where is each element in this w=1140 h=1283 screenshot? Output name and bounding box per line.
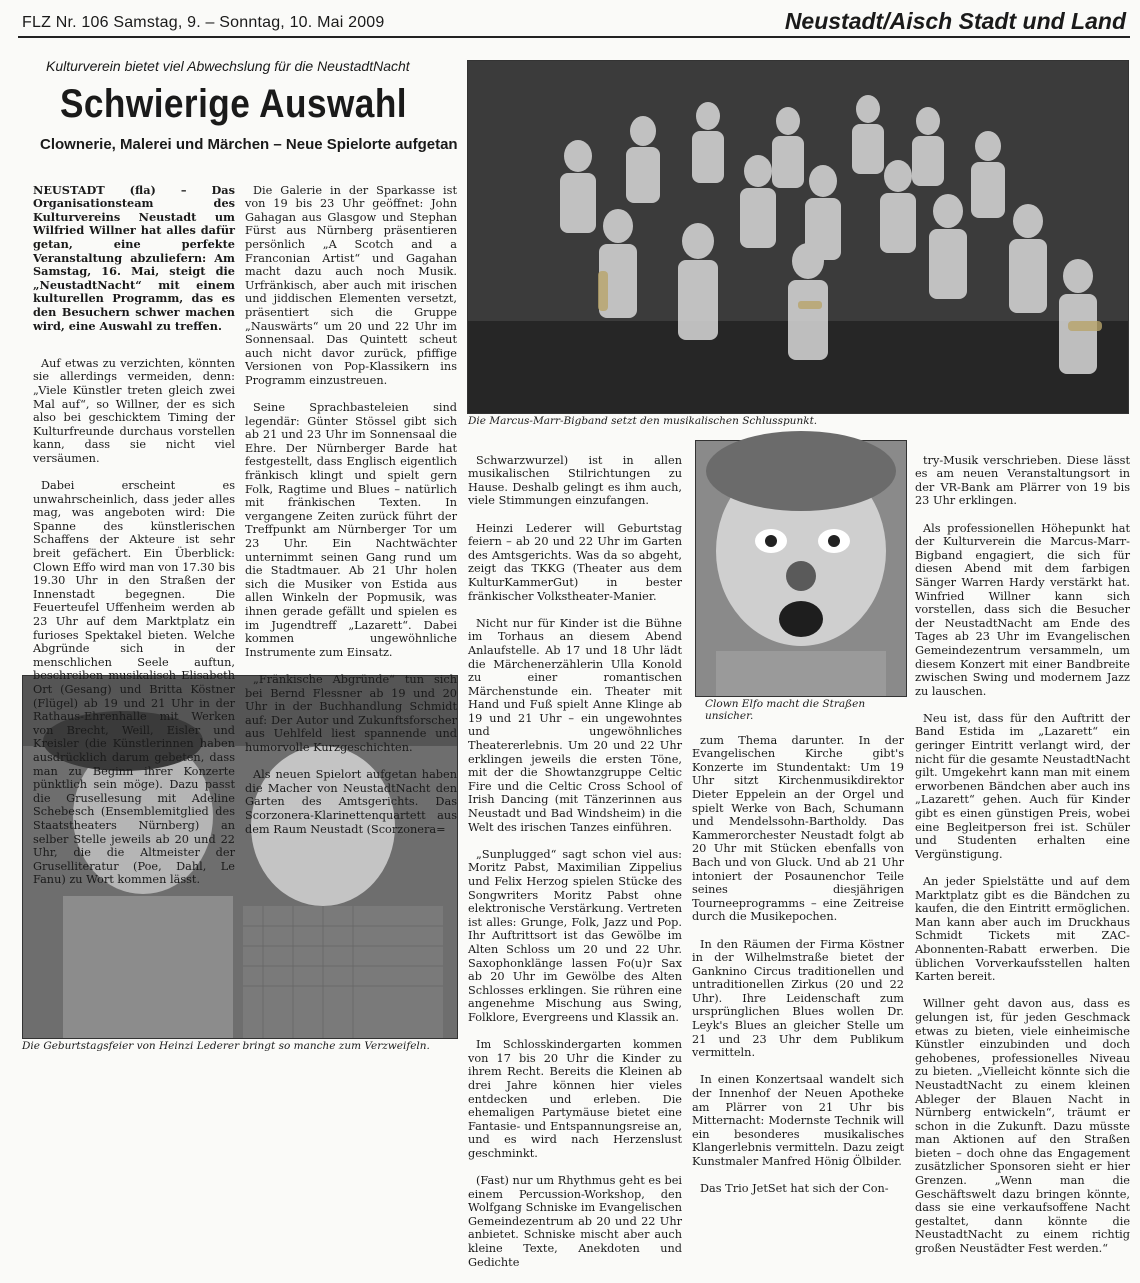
article-paragraph: Schwarzwurzel) ist in allen musikalischen Stilrichtungen zu Hause. Deshalb gelingt es ihm auch, viele Stimmungen einzufangen. [468,453,682,508]
article-paragraph: In einen Konzertsaal wandelt sich der Innenhof der Neuen Apotheke am Plärrer von 21 Uhr bis Mitternacht: Modernste Technik will ein besonderes musikalisches Klangerlebnis vermitteln. Dazu zeigt Kunstmaler Manfred Hönig Ölbilder. [692,1073,904,1168]
article-paragraph: Als professionellen Höhepunkt hat der Kulturverein die Marcus-Marr-Bigband engagiert, die sich für diesen Abend mit dem farbigen Sänger Warren Hardy verstärkt hat. Winfried Willner kann sich vorstellen, dass sich die Besucher der NeustadtNacht am Ende des Tages ab 23 Uhr im Evangelischen Gemeindezentrum versammeln, um diesem Konzert mit einer Bandbreite zwischen Swing und modernem Jazz zu lauschen. [915,521,1130,698]
article-paragraph: Willner geht davon aus, dass es gelungen ist, für jeden Geschmack etwas zu bieten, viele einheimische Künstler einzubinden und doch gehobenes, professionelles Niveau zu bieten. „Vielleicht könnte sich die NeustadtNacht zu einem kleinen Ableger der Blauen Nacht in Nürnberg entwickeln“, träumt er schon in die Zukunft. Dazu müsste man Aktionen auf den Straßen bieten – doch ohne das Engagement zusätzlicher Sponsoren sieht er hier Grenzen. „Wenn man die Geschäftswelt dazu bringen könnte, dass sie eine verkaufsoffene Nacht gestaltet, dann könnte die NeustadtNacht zu einem richtig großen Neustädter Fest werden.“ [915,997,1130,1256]
article-column-5 [915,440,1130,1256]
article-paragraph: zum Thema darunter. In der Evangelischen Kirche gibt's Konzerte im Stundentakt: Um 19 Uhr sitzt Kirchenmusikdirektor Dieter Eppelein an der Orgel und spielt Werke von Bach, Schumann und Mendelssohn-Bartholdy. Das Kammerorchester Neustadt folgt ab 20 Uhr mit Stücken ebenfalls von Bach und von Gluck. Und ab 21 Uhr intoniert der Posaunenchor Teile seines diesjährigen Tourneeprogramms – eine Zeitreise durch die Musikepochen. [692,733,904,924]
article-paragraph: Auf etwas zu verzichten, könnten sie allerdings vermeiden, denn: „Viele Künstler treten gleich zwei Mal auf“, so Willner, der es sich also bei geschicktem Timing der Kulturfreunde durchaus vorstellen kann, dass sie nicht viel versäumen. [33,356,235,465]
article-paragraph: Seine Sprachbasteleien sind legendär: Günter Stössel gibt sich ab 21 und 23 Uhr im Sonnensaal die Ehre. Der Nürnberger Barde hat festgestellt, dass Englisch eigentlich fränkisch klingt und spielt gern Folk, Ragtime und Blues – natürlich mit fränkischen Texten. In vergangene Zeiten zurück führt der Treffpunkt am Nürnberger Tor um 23 Uhr. Ein Nachtwächter unternimmt seinen Gang rund um die Stadtmauer. Ab 21 Uhr holen sich die Musiker von Estida aus allen Winkeln der Popmusik, was ihnen gerade gefällt und spielen es im Jugendtreff „Lazarett“. Dabei kommen ungewöhnliche Instrumente zum Einsatz. [245,401,457,659]
section-title: Neustadt/Aisch Stadt und Land [784,8,1126,34]
clown-photo-caption: Clown Elfo macht die Straßen unsicher. [705,698,866,722]
article-paragraph: An jeder Spielstätte und auf dem Marktplatz gibt es die Bändchen zu kaufen, die den Eintritt ermöglichen. Man kann aber auch im Druckhaus Schmidt Tickets mit ZAC-Abonnenten-Rabatt erwerben. Die üblichen Vorverkaufsstellen halten Karten bereit. [915,875,1130,984]
article-paragraph: „Sunplugged“ sagt schon viel aus: Moritz Pabst, Maximilian Zippelius und Felix Herzog spielen Stücke des Songwriters Moritz Pabst ohne elektronische Verstärkung. Vertreten ist alles: Grunge, Folk, Jazz und Pop. Ihr Auftrittsort ist das Gewölbe im Alten Schloss um 20 und 22 Uhr. Saxophonklänge lassen Fo(u)r Sax ab 20 Uhr im Gewölbe des Alten Schlosses erklingen. Sie rühren eine angenehme Mischung aus Swing, Folklore, Evergreens und Klassik an. [468,847,682,1024]
article-paragraph: Im Schlosskindergarten kommen von 17 bis 20 Uhr die Kinder zu ihrem Recht. Bereits die Kleinen ab drei Jahre können hier vieles entdecken und erleben. Die ehemaligen Partymäuse bietet eine Fantasie- und Entspannungsreise an, und es wird nach Herzenslust geschminkt. [468,1038,682,1160]
article-lead: NEUSTADT (fla) – Das Organisationsteam des Kulturvereins Neustadt um Wilfried Willner hat alles dafür getan, eine perfekte Veranstaltung abzuliefern: Am Samstag, 16. Mai, steigt die „NeustadtNacht“ mit einem kulturellen Programm, das es den Besuchern schwer machen wird, eine Auswahl zu treffen. [33,182,235,333]
article-headline: Schwierige Auswahl [60,82,407,126]
article-column-1 [33,170,235,887]
bigband-photo-caption: Die Marcus-Marr-Bigband setzt den musikalischen Schlusspunkt. [468,415,818,427]
article-subhead: Clownerie, Malerei und Märchen – Neue Spielorte aufgetan [40,136,458,153]
article-paragraph: Die Galerie in der Sparkasse ist von 19 bis 23 Uhr geöffnet: John Gahagan aus Glasgow und Stephan Fürst aus Nürnberg präsentieren persönlich „A Scotch and a Franconian Artist“ und Gagahan macht dazu auch noch Musik. Urfränkisch, aber auch mit irischen und jiddischen Elementen versetzt, präsentiert sich die Gruppe „Nauswärts“ um 20 und 22 Uhr im Sonnensaal. Das Quintett scheut auch nicht davor zurück, pfiffige Versionen von Pop-Klassikern ins Programm einzustreuen. [245,183,457,387]
bigband-photo [467,60,1129,414]
article-column-3 [468,440,682,1269]
article-paragraph: (Fast) nur um Rhythmus geht es bei einem Percussion-Workshop, den Wolfgang Schniske im Evangelischen Gemeindezentrum ab 20 und 22 Uhr anbietet. Schniske mischt aber auch kleine Texte, Anekdoten und Gedichte [468,1174,682,1269]
article-paragraph: Heinzi Lederer will Geburtstag feiern – ab 20 und 22 Uhr im Garten des Amtsgerichts. Was da so abgeht, zeigt das TKKG (Theater aus dem KulturKammerGut) in bester fränkischer Volkstheater-Manier. [468,521,682,603]
article-paragraph: Dabei erscheint es unwahrscheinlich, dass jeder alles mag, was angeboten wird: Die Spanne des künstlerischen Schaffens der Akteure ist sehr breit gefächert. Ein Überblick: Clown Effo wird man von 17.30 bis 19.30 Uhr in den Straßen der Innenstadt begegnen. Die Feuerteufel Uffenheim werden ab 23 Uhr auf dem Marktplatz ein furioses Spektakel bieten. Welche Abgründe sich in der menschlichen Seele auftun, beschreiben musikalisch Elisabeth Ort (Gesang) und Britta Köstner (Flügel) ab 19 und 21 Uhr in der Rathaus-Ehrenhalle mit Werken von Brecht, Weill, Eisler und Kreisler (die Künstlerinnen haben ausdrücklich darum gebeten, dass man zu Beginn ihrer Konzerte pünktlich sein möge). Dazu passt die Grusellesung mit Adeline Schebesch (Ensemblemitglied des Staatstheaters Nürnberg) an selber Stelle jeweils ab 20 und 22 Uhr, die die Altmeister der Gruselliteratur (Poe, Dahl, Le Fanu) zu Wort kommen lässt. [33,479,235,887]
article-column-4 [692,720,904,1196]
header-rule [18,36,1130,38]
clown-photo [695,440,907,697]
article-kicker: Kulturverein bietet viel Abwechslung für die NeustadtNacht [46,58,410,74]
article-paragraph: Als neuen Spielort aufgetan haben die Macher von NeustadtNacht den Garten des Amtsgerichts. Das Scorzonera-Klarinettenquartett aus dem Raum Neustadt (Scorzonera= [245,768,457,836]
article-paragraph: Neu ist, dass für den Auftritt der Band Estida im „Lazarett“ ein geringer Eintritt verlangt wird, der nicht für die gesamte NeustadtNacht gilt. Umgekehrt kann man mit einem erworbenen Bändchen aber auch ins „Lazarett“ gehen. Auch für Kinder gibt es einen günstigen Preis, wobei eine Begleitperson frei ist. Schüler und Studenten erhalten eine Vergünstigung. [915,711,1130,861]
article-column-2 [245,170,457,836]
article-paragraph: In den Räumen der Firma Köstner in der Wilhelmstraße bietet der Ganknino Circus traditionellen und untraditionellen Zirkus (20 und 22 Uhr). Ihre Leidenschaft zum ursprünglichen Blues wollen Dr. Leyk's Blues an gleicher Stelle um 21 und 23 Uhr dem Publikum vermitteln. [692,937,904,1060]
article-paragraph: „Fränkische Abgründe“ tun sich bei Bernd Flessner ab 19 und 20 Uhr in der Buchhandlung Schmidt auf: Der Autor und Zukunftsforscher aus Uehlfeld liest spannende und humorvolle Kurzgeschichten. [245,672,457,754]
article-paragraph: Das Trio JetSet hat sich der Con- [700,1182,889,1196]
birthday-photo-caption: Die Geburtstagsfeier von Heinzi Lederer bringt so manche zum Verzweifeln. [22,1040,430,1052]
newspaper-issue-line: FLZ Nr. 106 Samstag, 9. – Sonntag, 10. Mai 2009 [22,14,385,31]
article-paragraph: try-Musik verschrieben. Diese lässt es am neuen Veranstaltungsort in der VR-Bank am Plärrer von 19 bis 23 Uhr erklingen. [915,453,1130,508]
article-paragraph: Nicht nur für Kinder ist die Bühne im Torhaus an diesem Abend Anlaufstelle. Ab 17 und 18 Uhr lädt die Märchenerzählerin Ulla Konold zu einer romantischen Märchenstunde ein. Theater mit Hand und Fuß spielt Anne Klinge ab 19 und 21 Uhr – ein ungewohntes und ungewöhnliches Theatererlebnis. Um 20 und 22 Uhr erklingen jeweils die ersten Töne, mit der die Showtanzgruppe Celtic Fire und die Celtic Cross School of Irish Dancing (mit Tänzerinnen aus Neustadt und Bad Windsheim) in die Welt des irischen Tanzes einführen. [468,616,682,834]
